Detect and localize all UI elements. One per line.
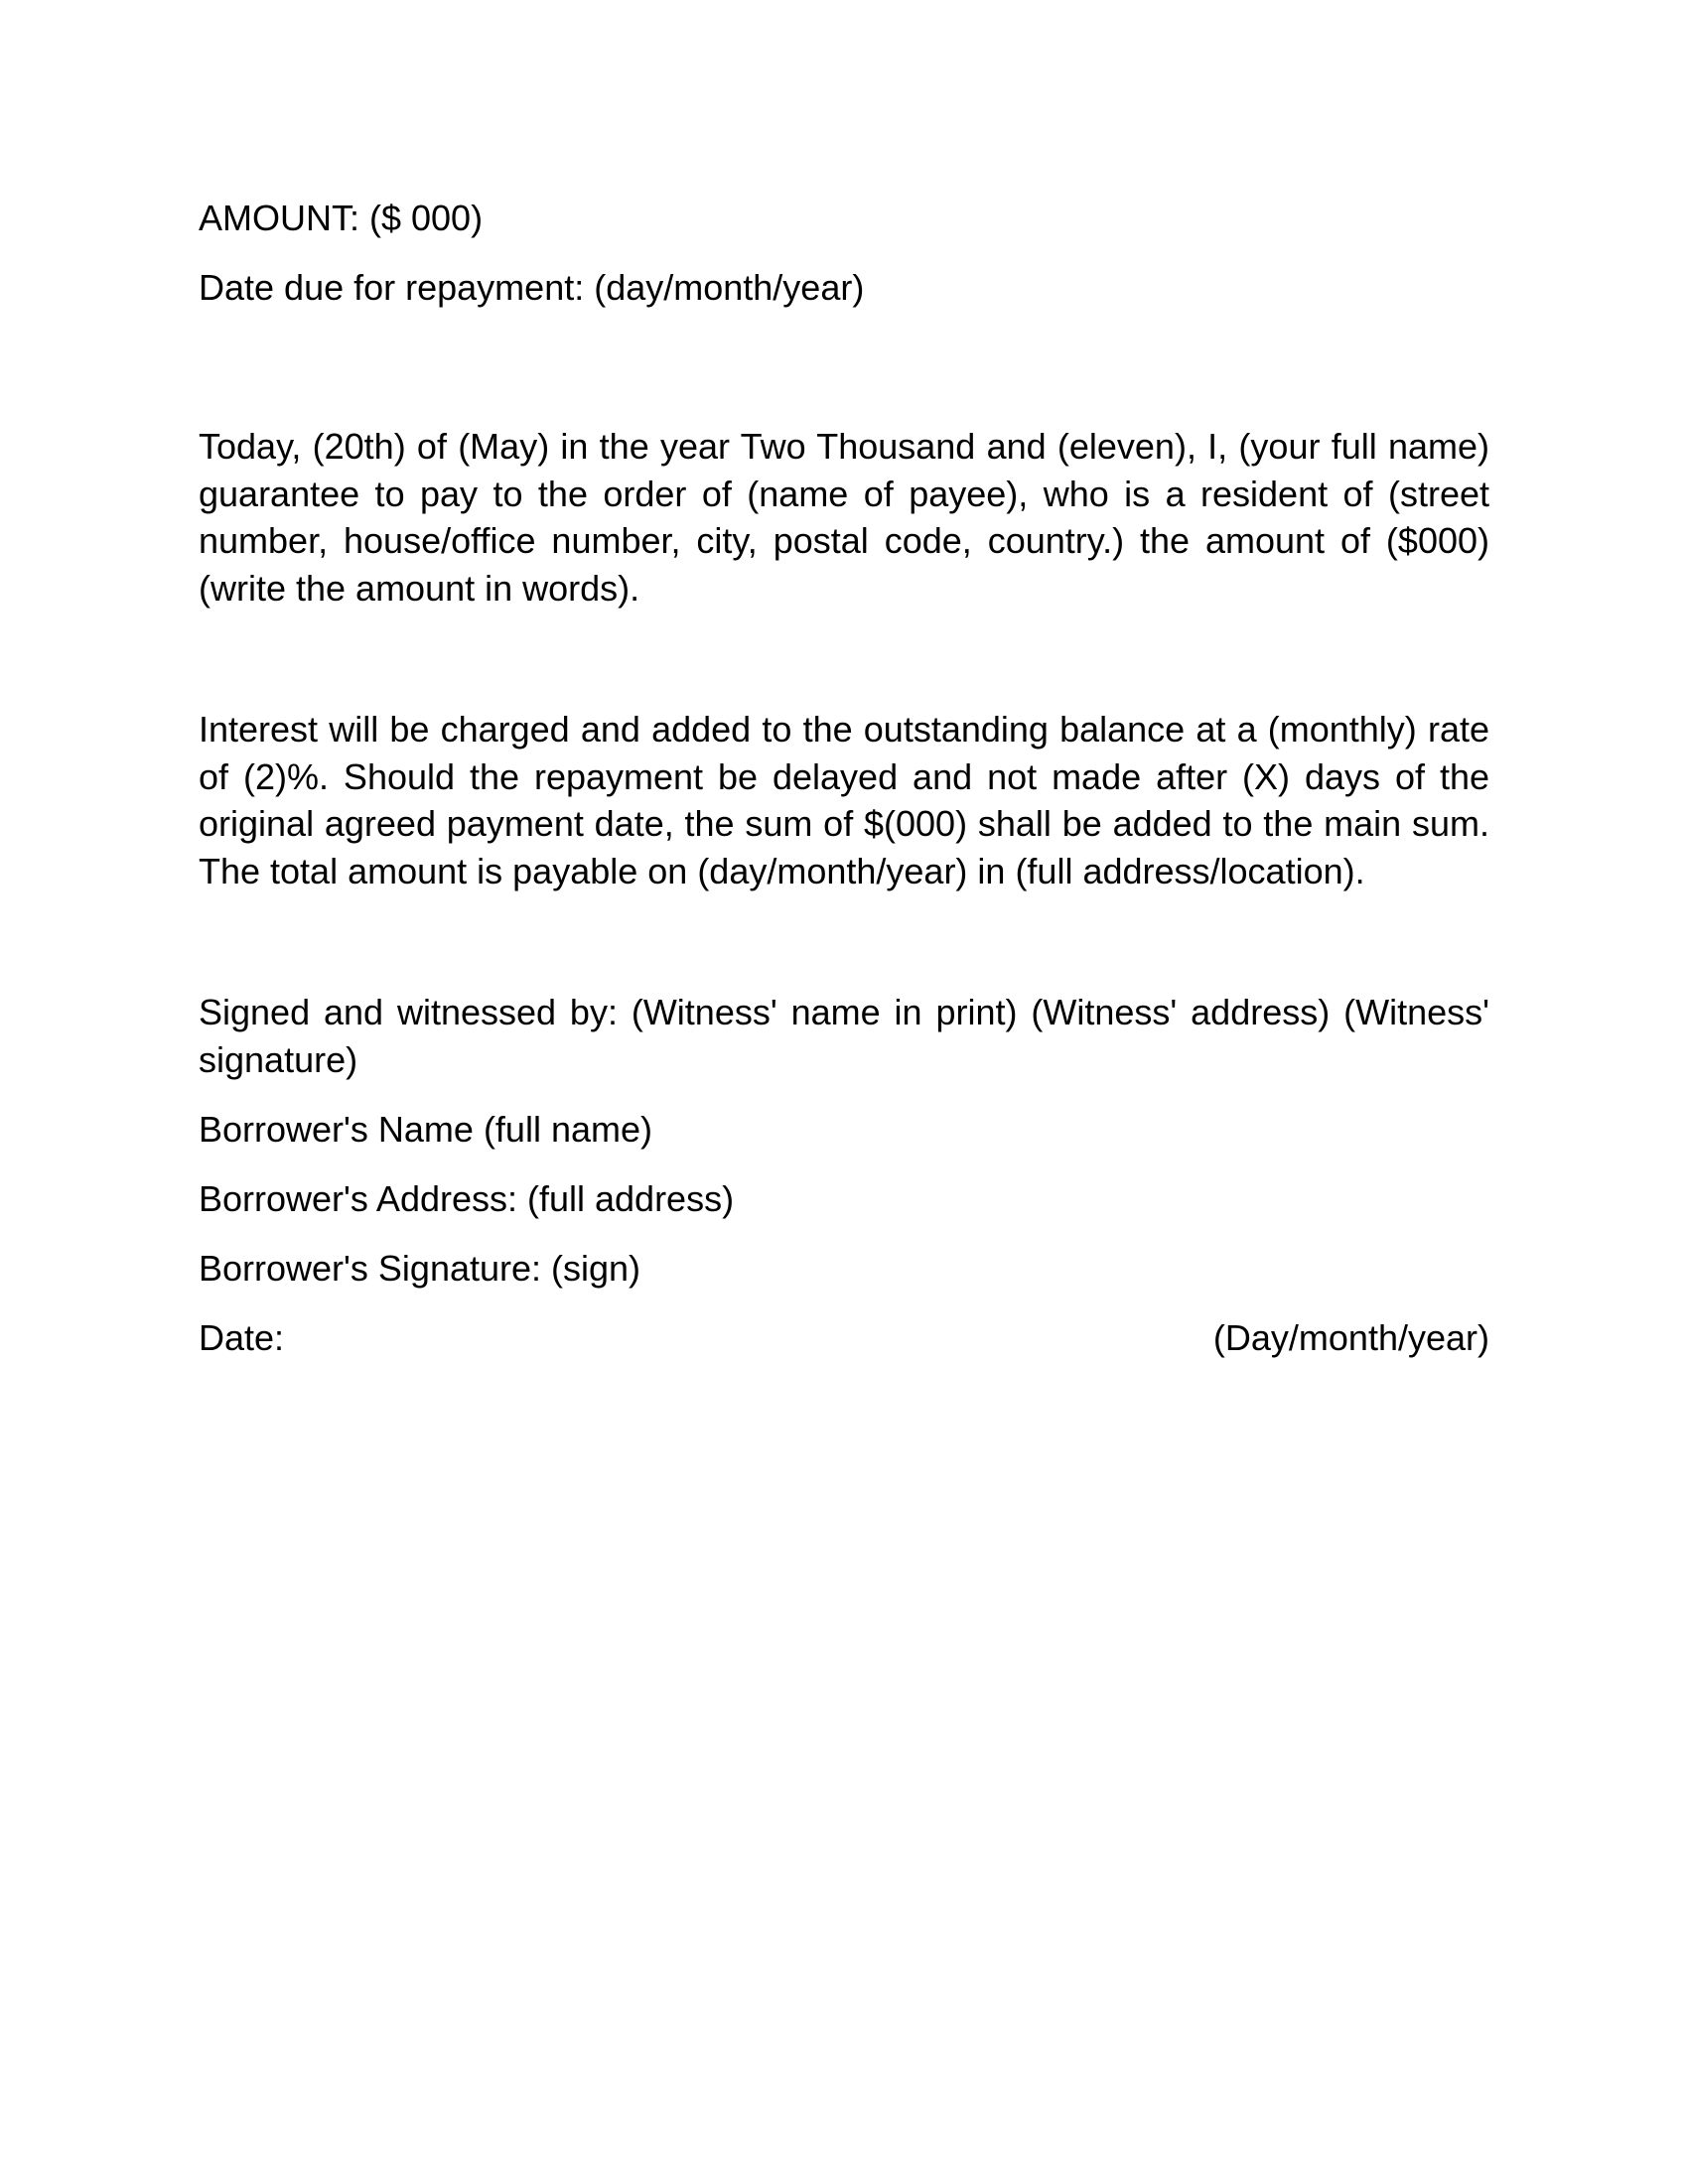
spacer — [199, 612, 1489, 706]
spacer — [199, 334, 1489, 423]
date-value: (Day/month/year) — [1212, 1316, 1489, 1358]
witness-line: Signed and witnessed by: (Witness' name in print) (Witness' address) (Witness' signature) — [199, 992, 1489, 1080]
spacer — [199, 894, 1489, 989]
borrower-name-line: Borrower's Name (full name) — [199, 1108, 652, 1150]
interest-paragraph: Interest will be charged and added to the outstanding balance at a (monthly) rate of (2)%. Should the repayment be delayed and not made after (X) days of the original agreed payment date, the sum of $(000) shall be added to the main sum. The total amount is payable on (day/month/year) in (full address/location). — [199, 709, 1489, 891]
amount-line: AMOUNT: ($ 000) — [199, 198, 484, 238]
date-label: Date: — [199, 1316, 285, 1358]
agreement-paragraph: Today, (20th) of (May) in the year Two Thousand and (eleven), I, (your full name) guarantee to pay to the order of (name of payee), who is a resident of (street number, house/office number, city, postal code, country.) the amount of ($000) (write the amount in words). — [199, 426, 1489, 609]
date-row — [199, 1314, 1489, 1362]
borrower-signature-line: Borrower's Signature: (sign) — [199, 1247, 641, 1289]
due-date-line: Date due for repayment: (day/month/year) — [199, 267, 865, 308]
promissory-note-content — [199, 195, 1489, 1361]
borrower-address-line: Borrower's Address: (full address) — [199, 1177, 735, 1219]
